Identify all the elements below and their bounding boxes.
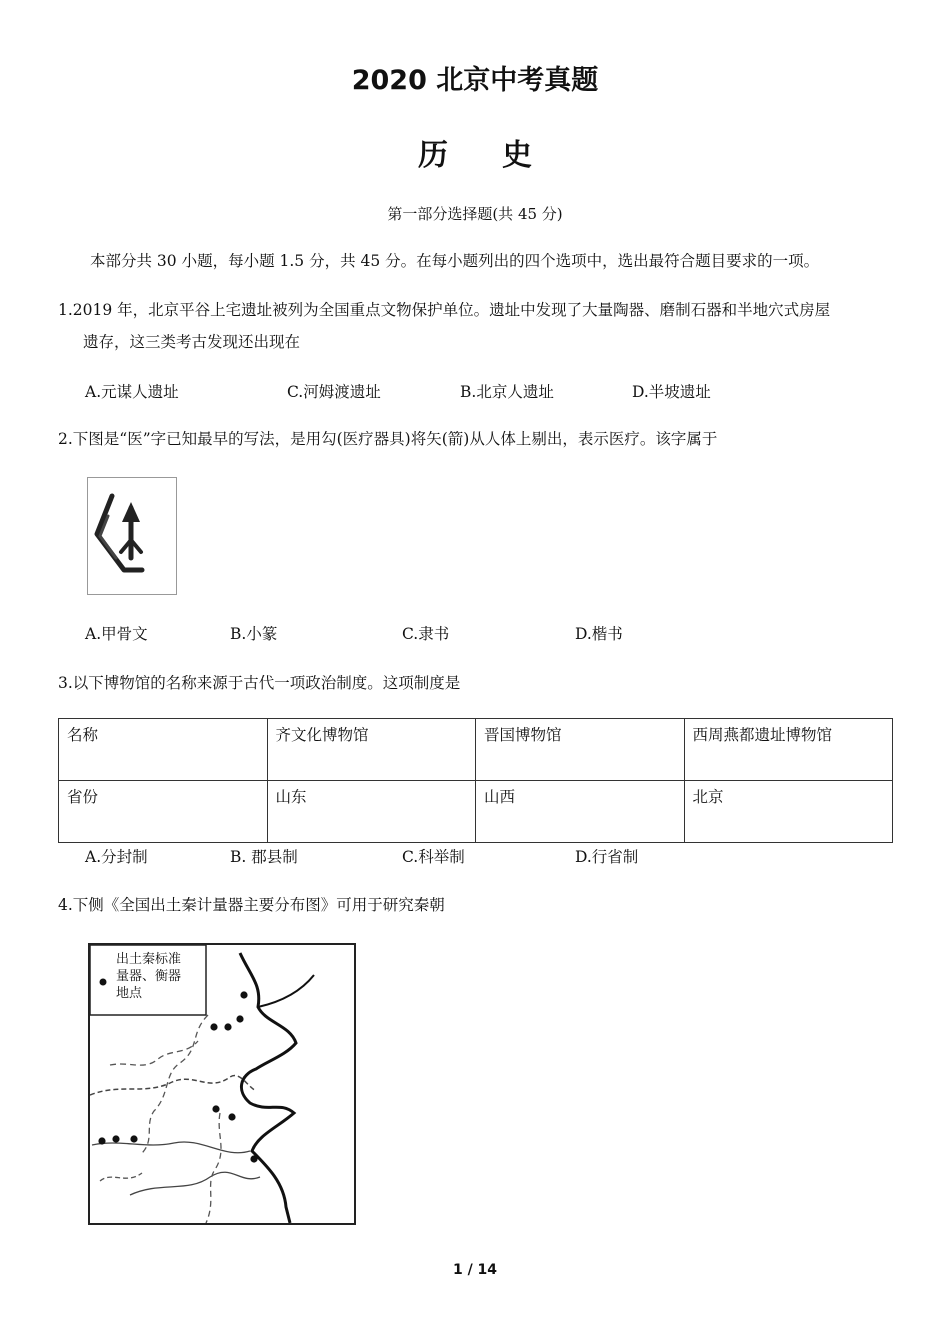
q1-option-b: B.北京人遗址 xyxy=(460,383,554,401)
legend-line: 出土秦标准 xyxy=(116,952,182,967)
q1-text-line1: 1.2019 年，北京平谷上宅遗址被列为全国重点文物保护单位。遗址中发现了大量陶器、磨制石器和半地穴式房屋 xyxy=(58,301,831,319)
q2-option-a: A.甲骨文 xyxy=(85,625,148,643)
table-cell: 西周燕都遗址博物馆 xyxy=(684,719,893,781)
q2-text: 2.下图是“医”字已知最早的写法，是用勾(医疗器具)将矢(箭)从人体上剔出，表示医疗。该字属于 xyxy=(58,430,718,448)
legend-dot-icon xyxy=(100,979,107,986)
q4-text: 4.下侧《全国出土秦计量器主要分布图》可用于研究秦朝 xyxy=(58,896,445,914)
table-cell: 山东 xyxy=(267,781,476,843)
section-heading: 第一部分选择题(共 45 分) xyxy=(387,205,563,223)
q1-text-line2: 遗存，这三类考古发现还出现在 xyxy=(83,333,301,351)
subject-heading: 历史 xyxy=(418,138,586,173)
table-cell: 晋国博物馆 xyxy=(476,719,685,781)
page-title: 2020 北京中考真题 xyxy=(351,65,599,96)
table-cell: 齐文化博物馆 xyxy=(267,719,476,781)
q2-option-c: C.隶书 xyxy=(402,625,450,643)
yi-character-glyph xyxy=(88,478,176,594)
legend-line: 量器、衡器 xyxy=(116,969,182,984)
q3-text: 3.以下博物馆的名称来源于古代一项政治制度。这项制度是 xyxy=(58,674,461,692)
table-row xyxy=(59,781,893,843)
legend-line: 地点 xyxy=(116,986,143,1001)
section-intro: 本部分共 30 小题，每小题 1.5 分，共 45 分。在每小题列出的四个选项中，选出最符合题目要求的一项。 xyxy=(90,252,820,270)
table-cell: 北京 xyxy=(684,781,893,843)
table-cell: 省份 xyxy=(59,781,268,843)
q3-option-c: C.科举制 xyxy=(402,848,465,866)
table-cell: 山西 xyxy=(476,781,685,843)
table-row xyxy=(59,719,893,781)
q2-option-b: B.小篆 xyxy=(230,625,278,643)
ancient-character-image xyxy=(87,477,177,595)
q1-option-c: C.河姆渡遗址 xyxy=(287,383,381,401)
map-legend-text xyxy=(116,951,181,1002)
q3-option-a: A.分封制 xyxy=(85,848,148,866)
table-cell: 名称 xyxy=(59,719,268,781)
q1-option-a: A.元谋人遗址 xyxy=(85,383,179,401)
q3-option-b: B. 郡县制 xyxy=(230,848,298,866)
q2-option-d: D.楷书 xyxy=(575,625,623,643)
q3-option-d: D.行省制 xyxy=(575,848,639,866)
qin-measures-map xyxy=(88,943,356,1225)
q1-option-d: D.半坡遗址 xyxy=(632,383,711,401)
page-number: 1 / 14 xyxy=(452,1262,498,1278)
museum-table xyxy=(58,718,893,843)
